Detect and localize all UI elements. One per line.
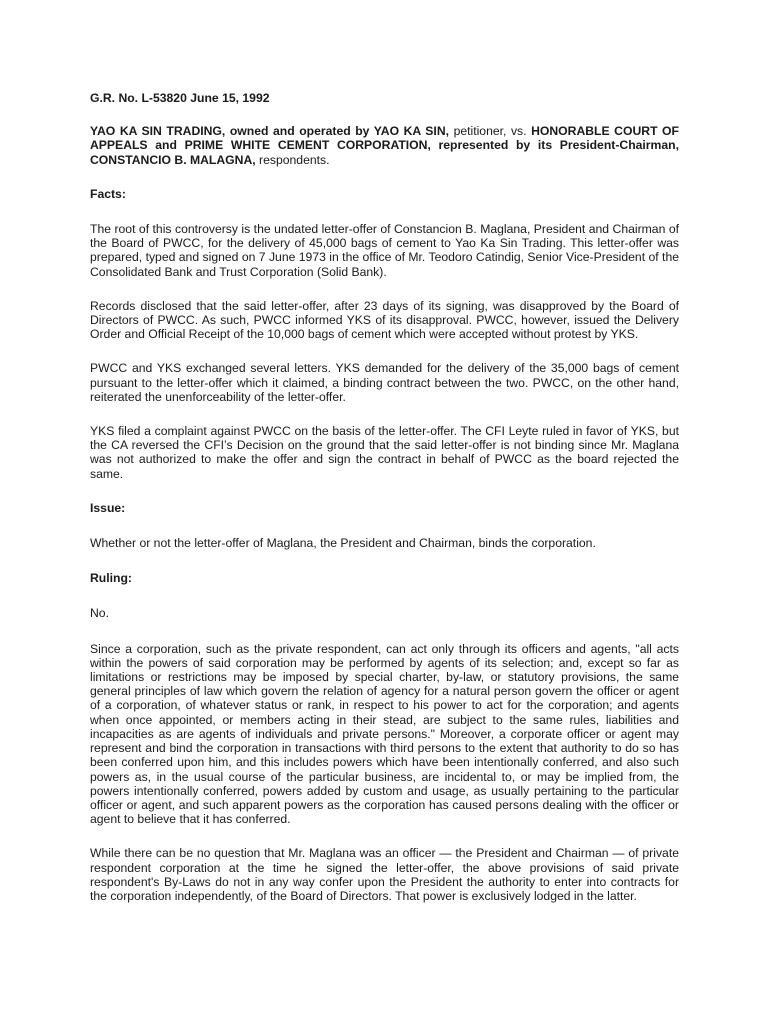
petitioner-role: petitioner, vs. [449,124,532,139]
facts-paragraph: YKS filed a complaint against PWCC on the basis of the letter-offer. The CFI Leyte ruled in favor of YKS, but the CA reversed the CFI’s Decision on the ground that the said letter-offer is not binding since Mr. Maglana was not authorized to make the offer and sign the contract in behalf of PWCC as the board rejected the same. [90,424,679,481]
issue-text: Whether or not the letter-offer of Maglana, the President and Chairman, binds the corporation. [90,536,596,551]
respondent-role: respondents. [255,152,330,167]
facts-paragraph: The root of this controversy is the undated letter-offer of Constancion B. Maglana, President and Chairman of the Board of PWCC, for the delivery of 45,000 bags of cement to Yao Ka Sin Trading. This letter-offer was prepared, typed and signed on 7 June 1973 in the office of Mr. Teodoro Catindig, Senior Vice-President of the Consolidated Bank and Trust Corporation (Solid Bank). [90,222,679,279]
ruling-heading: Ruling: [90,571,132,586]
ruling-answer: No. [90,606,109,621]
facts-heading: Facts: [90,186,126,201]
case-number: G.R. No. L-53820 June 15, 1992 [90,91,270,105]
case-parties [90,124,679,167]
facts-paragraph: Records disclosed that the said letter-offer, after 23 days of its signing, was disapproved by the Board of Directors of PWCC. As such, PWCC informed YKS of its disapproval. PWCC, however, issued the Delivery Order and Official Receipt of the 10,000 bags of cement which were accepted without protest by YKS. [90,298,679,342]
ruling-paragraph: Since a corporation, such as the private respondent, can act only through its officers and agents, "all acts within the powers of said corporation may be performed by agents of its selection; and, except so far as limitations or restrictions may be imposed by special charter, by-law, or statutory provisions, the same general principles of law which govern the relation of agency for a natural person govern the officer or agent of a corporation, of whatever status or rank, in respect to his power to act for the corporation; and agents when once appointed, or members acting in their stead, are subject to the same rules, liabilities and incapacities as are agents of individuals and private persons." Moreover, a corporate officer or agent may represent and bind the corporation in transactions with third persons to the extent that authority to do so has been conferred upon him, and this includes powers which have been intentionally conferred, and also such powers as, in the usual course of the particular business, are incidental to, or may be implied from, the powers intentionally conferred, powers added by custom and usage, as usually pertaining to the particular officer or agent, and such apparent powers as the corporation has caused persons dealing with the officer or agent to believe that it has conferred. [90,641,679,827]
respondent-names: HONORABLE COURT OF APPEALS and PRIME WHITE CEMENT CORPORATION, represented by its President-Chairman, CONSTANCIO B. MALAGNA, [90,124,679,167]
facts-paragraph: PWCC and YKS exchanged several letters. YKS demanded for the delivery of the 35,000 bags of cement pursuant to the letter-offer which it claimed, a binding contract between the two. PWCC, on the other hand, reiterated the unenforceability of the letter-offer. [90,361,679,404]
document-page [90,91,679,923]
issue-heading: Issue: [90,500,126,515]
petitioner-name: YAO KA SIN TRADING, owned and operated by YAO KA SIN, [90,124,450,139]
ruling-paragraph: While there can be no question that Mr. Maglana was an officer — the President and Chairman — of private respondent corporation at the time he signed the letter-offer, the above provisions of said private respondent's By-Laws do not in any way confer upon the President the authority to enter into contracts for the corporation independently, of the Board of Directors. That power is exclusively lodged in the latter. [90,846,679,903]
